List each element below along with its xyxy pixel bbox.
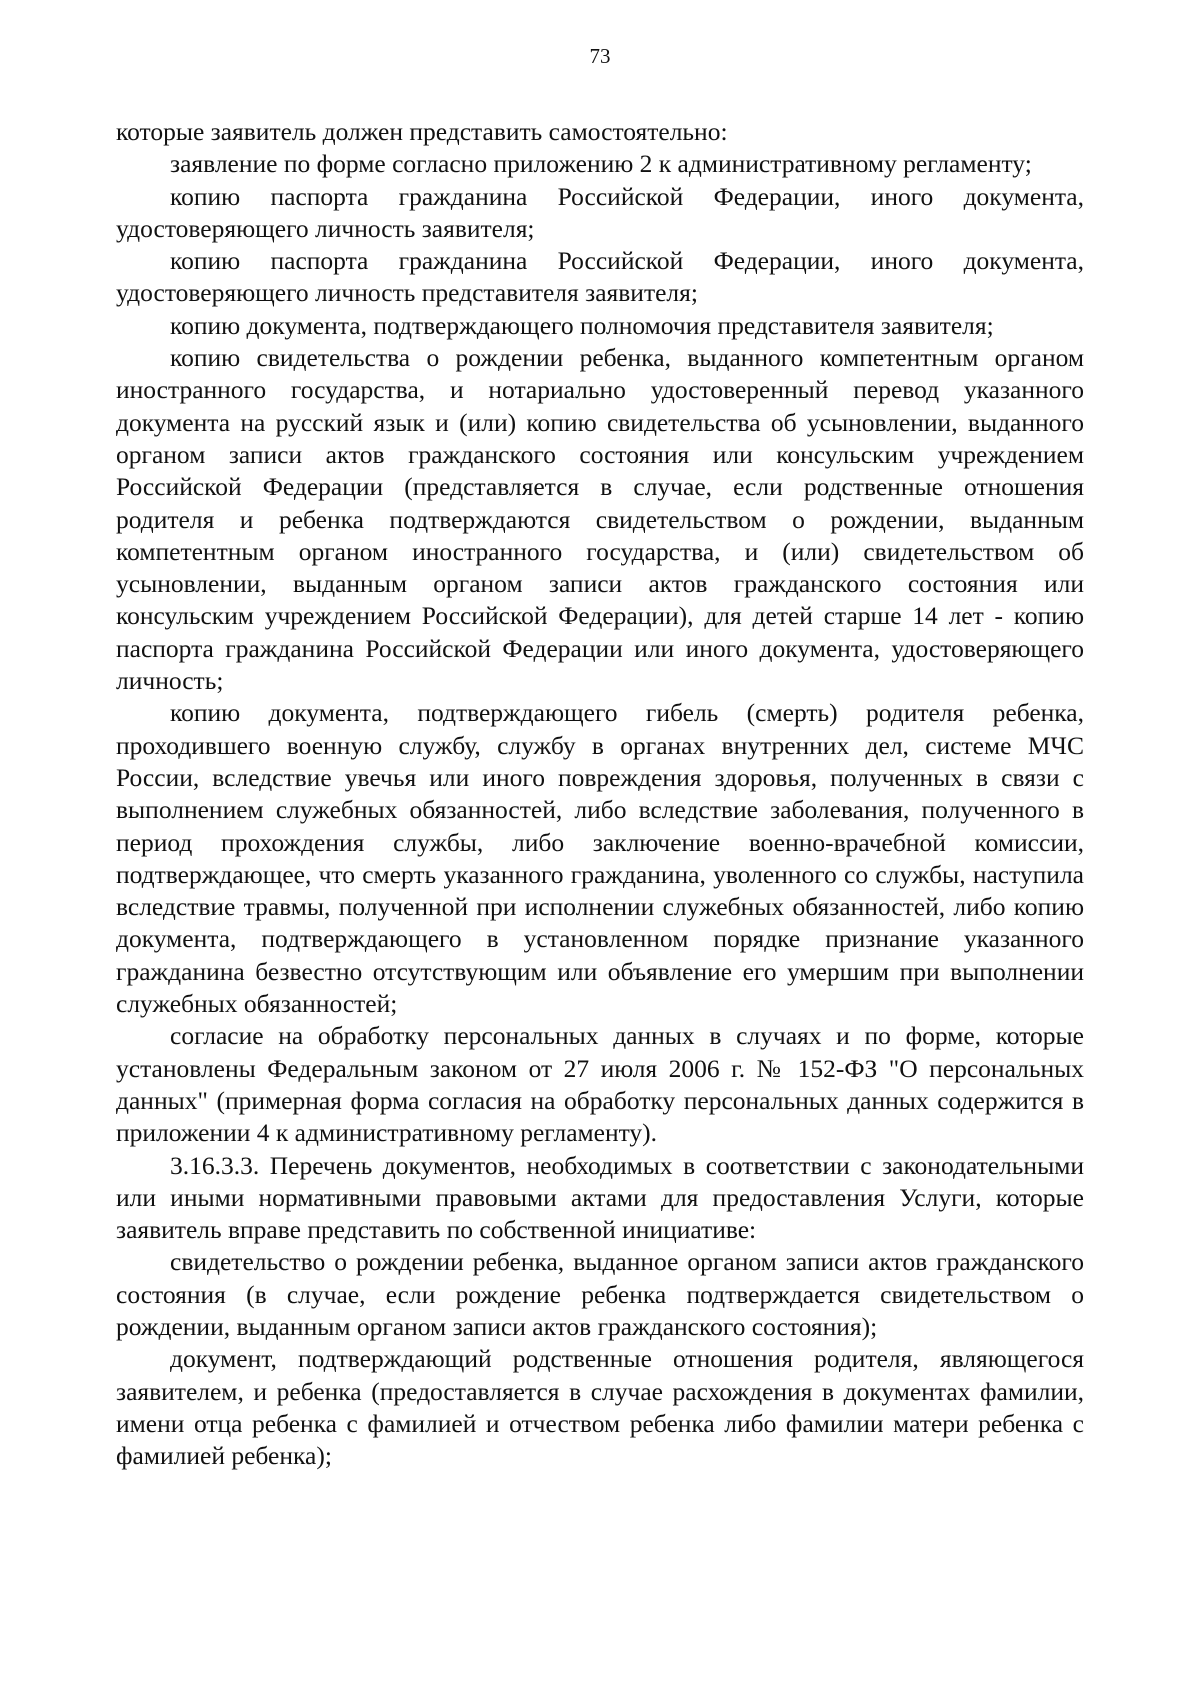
list-item: копию свидетельства о рождении ребенка, выданного компетентным органом иностранного государства, и нотариально удостоверенный перевод указанного документа на русский язык и (или) копию свидетельства об усыновлении, выданного органом записи актов гражданского состояния или консульским учреждением Российской Федерации (представляется в случае, если родственные отношения родителя и ребенка подтверждаются свидетельством о рождении, выданным компетентным органом иностранного государства, и (или) свидетельством об усыновлении, выданным органом записи актов гражданского состояния или консульским учреждением Российской Федерации), для детей старше 14 лет - копию паспорта гражданина Российской Федерации или иного документа, удостоверяющего личность; — [116, 343, 1084, 696]
list-item: документ, подтверждающий родственные отношения родителя, являющегося заявителем, и ребенка (предоставляется в случае расхождения в документах фамилии, имени отца ребенка с фамилией и отчеством ребенка либо фамилии матери ребенка с фамилией ребенка); — [116, 1344, 1084, 1471]
list-item: копию документа, подтверждающего гибель (смерть) родителя ребенка, проходившего военную службу, службу в органах внутренних дел, системе МЧС России, вследствие увечья или иного повреждения здоровья, полученных в связи с выполнением служебных обязанностей, либо вследствие заболевания, полученного в период прохождения службы, либо заключение военно-врачебной комиссии, подтверждающее, что смерть указанного гражданина, уволенного со службы, наступила вследствие травмы, полученной при исполнении служебных обязанностей, либо копию документа, подтверждающего в установленном порядке признание указанного гражданина безвестно отсутствующим или объявление его умершим при выполнении служебных обязанностей; — [116, 698, 1084, 1019]
document-body — [116, 116, 1084, 1472]
list-item: свидетельство о рождении ребенка, выданное органом записи актов гражданского состояния (в случае, если рождение ребенка подтверждается свидетельством о рождении, выданным органом записи актов гражданского состояния); — [116, 1247, 1084, 1341]
list-item: копию паспорта гражданина Российской Федерации, иного документа, удостоверяющего личность представителя заявителя; — [116, 246, 1084, 308]
paragraph-intro: которые заявитель должен представить самостоятельно: — [116, 117, 728, 146]
page-number: 73 — [589, 44, 611, 68]
section-paragraph: 3.16.3.3. Перечень документов, необходимых в соответствии с законодательными или иными нормативными правовыми актами для предоставления Услуги, которые заявитель вправе представить по собственной инициативе: — [116, 1150, 1084, 1245]
list-item: копию паспорта гражданина Российской Федерации, иного документа, удостоверяющего личность заявителя; — [116, 181, 1084, 243]
list-item: копию документа, подтверждающего полномочия представителя заявителя; — [170, 310, 994, 340]
list-item: заявление по форме согласно приложению 2 к административному регламенту; — [170, 149, 1032, 179]
list-item: согласие на обработку персональных данных в случаях и по форме, которые установлены Федеральным законом от 27 июля 2006 г. № 152-ФЗ "О персональных данных" (примерная форма согласия на обработку персональных данных содержится в приложении 4 к административному регламенту). — [116, 1021, 1084, 1148]
